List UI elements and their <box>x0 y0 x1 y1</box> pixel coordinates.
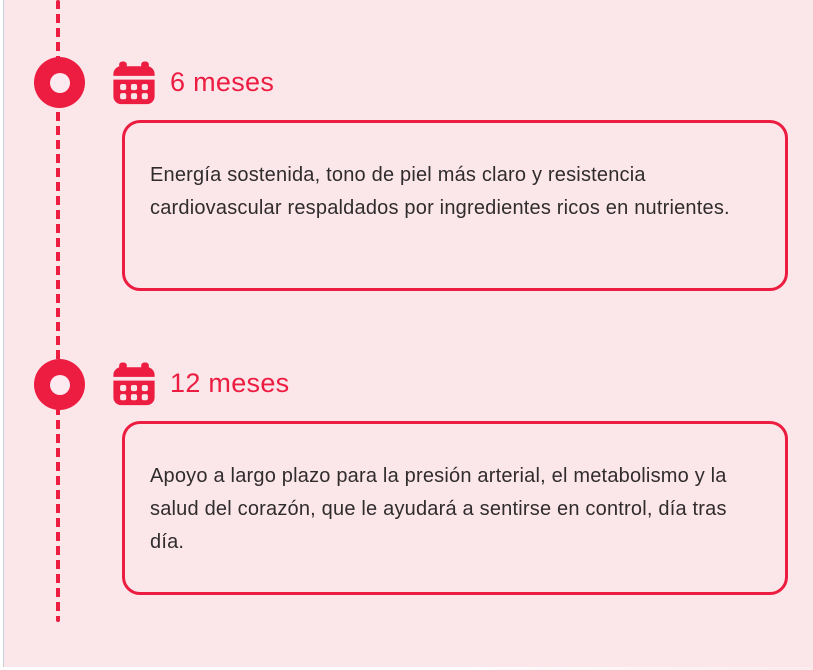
calendar-icon <box>111 60 157 106</box>
milestone-title: 6 meses <box>170 67 275 97</box>
page-left-edge <box>0 0 4 670</box>
milestone-12-months-card <box>122 421 788 595</box>
timeline-dot-6-months <box>34 57 85 108</box>
milestone-description: Apoyo a largo plazo para la presión arterial, el metabolismo y la salud del corazón, que le ayudará a sentirse en control, día tras día. <box>150 465 727 553</box>
timeline-dot-inner <box>50 73 70 93</box>
milestone-description: Energía sostenida, tono de piel más claro y resistencia cardiovascular respaldados por ingredientes ricos en nutrientes. <box>150 164 730 219</box>
timeline-dot-12-months <box>34 359 85 410</box>
milestone-6-months-header <box>111 59 274 106</box>
milestone-title: 12 meses <box>170 368 290 398</box>
milestone-6-months-card <box>122 120 788 291</box>
timeline-dot-inner <box>50 375 70 395</box>
milestone-12-months-header <box>111 360 289 407</box>
calendar-icon <box>111 361 157 407</box>
